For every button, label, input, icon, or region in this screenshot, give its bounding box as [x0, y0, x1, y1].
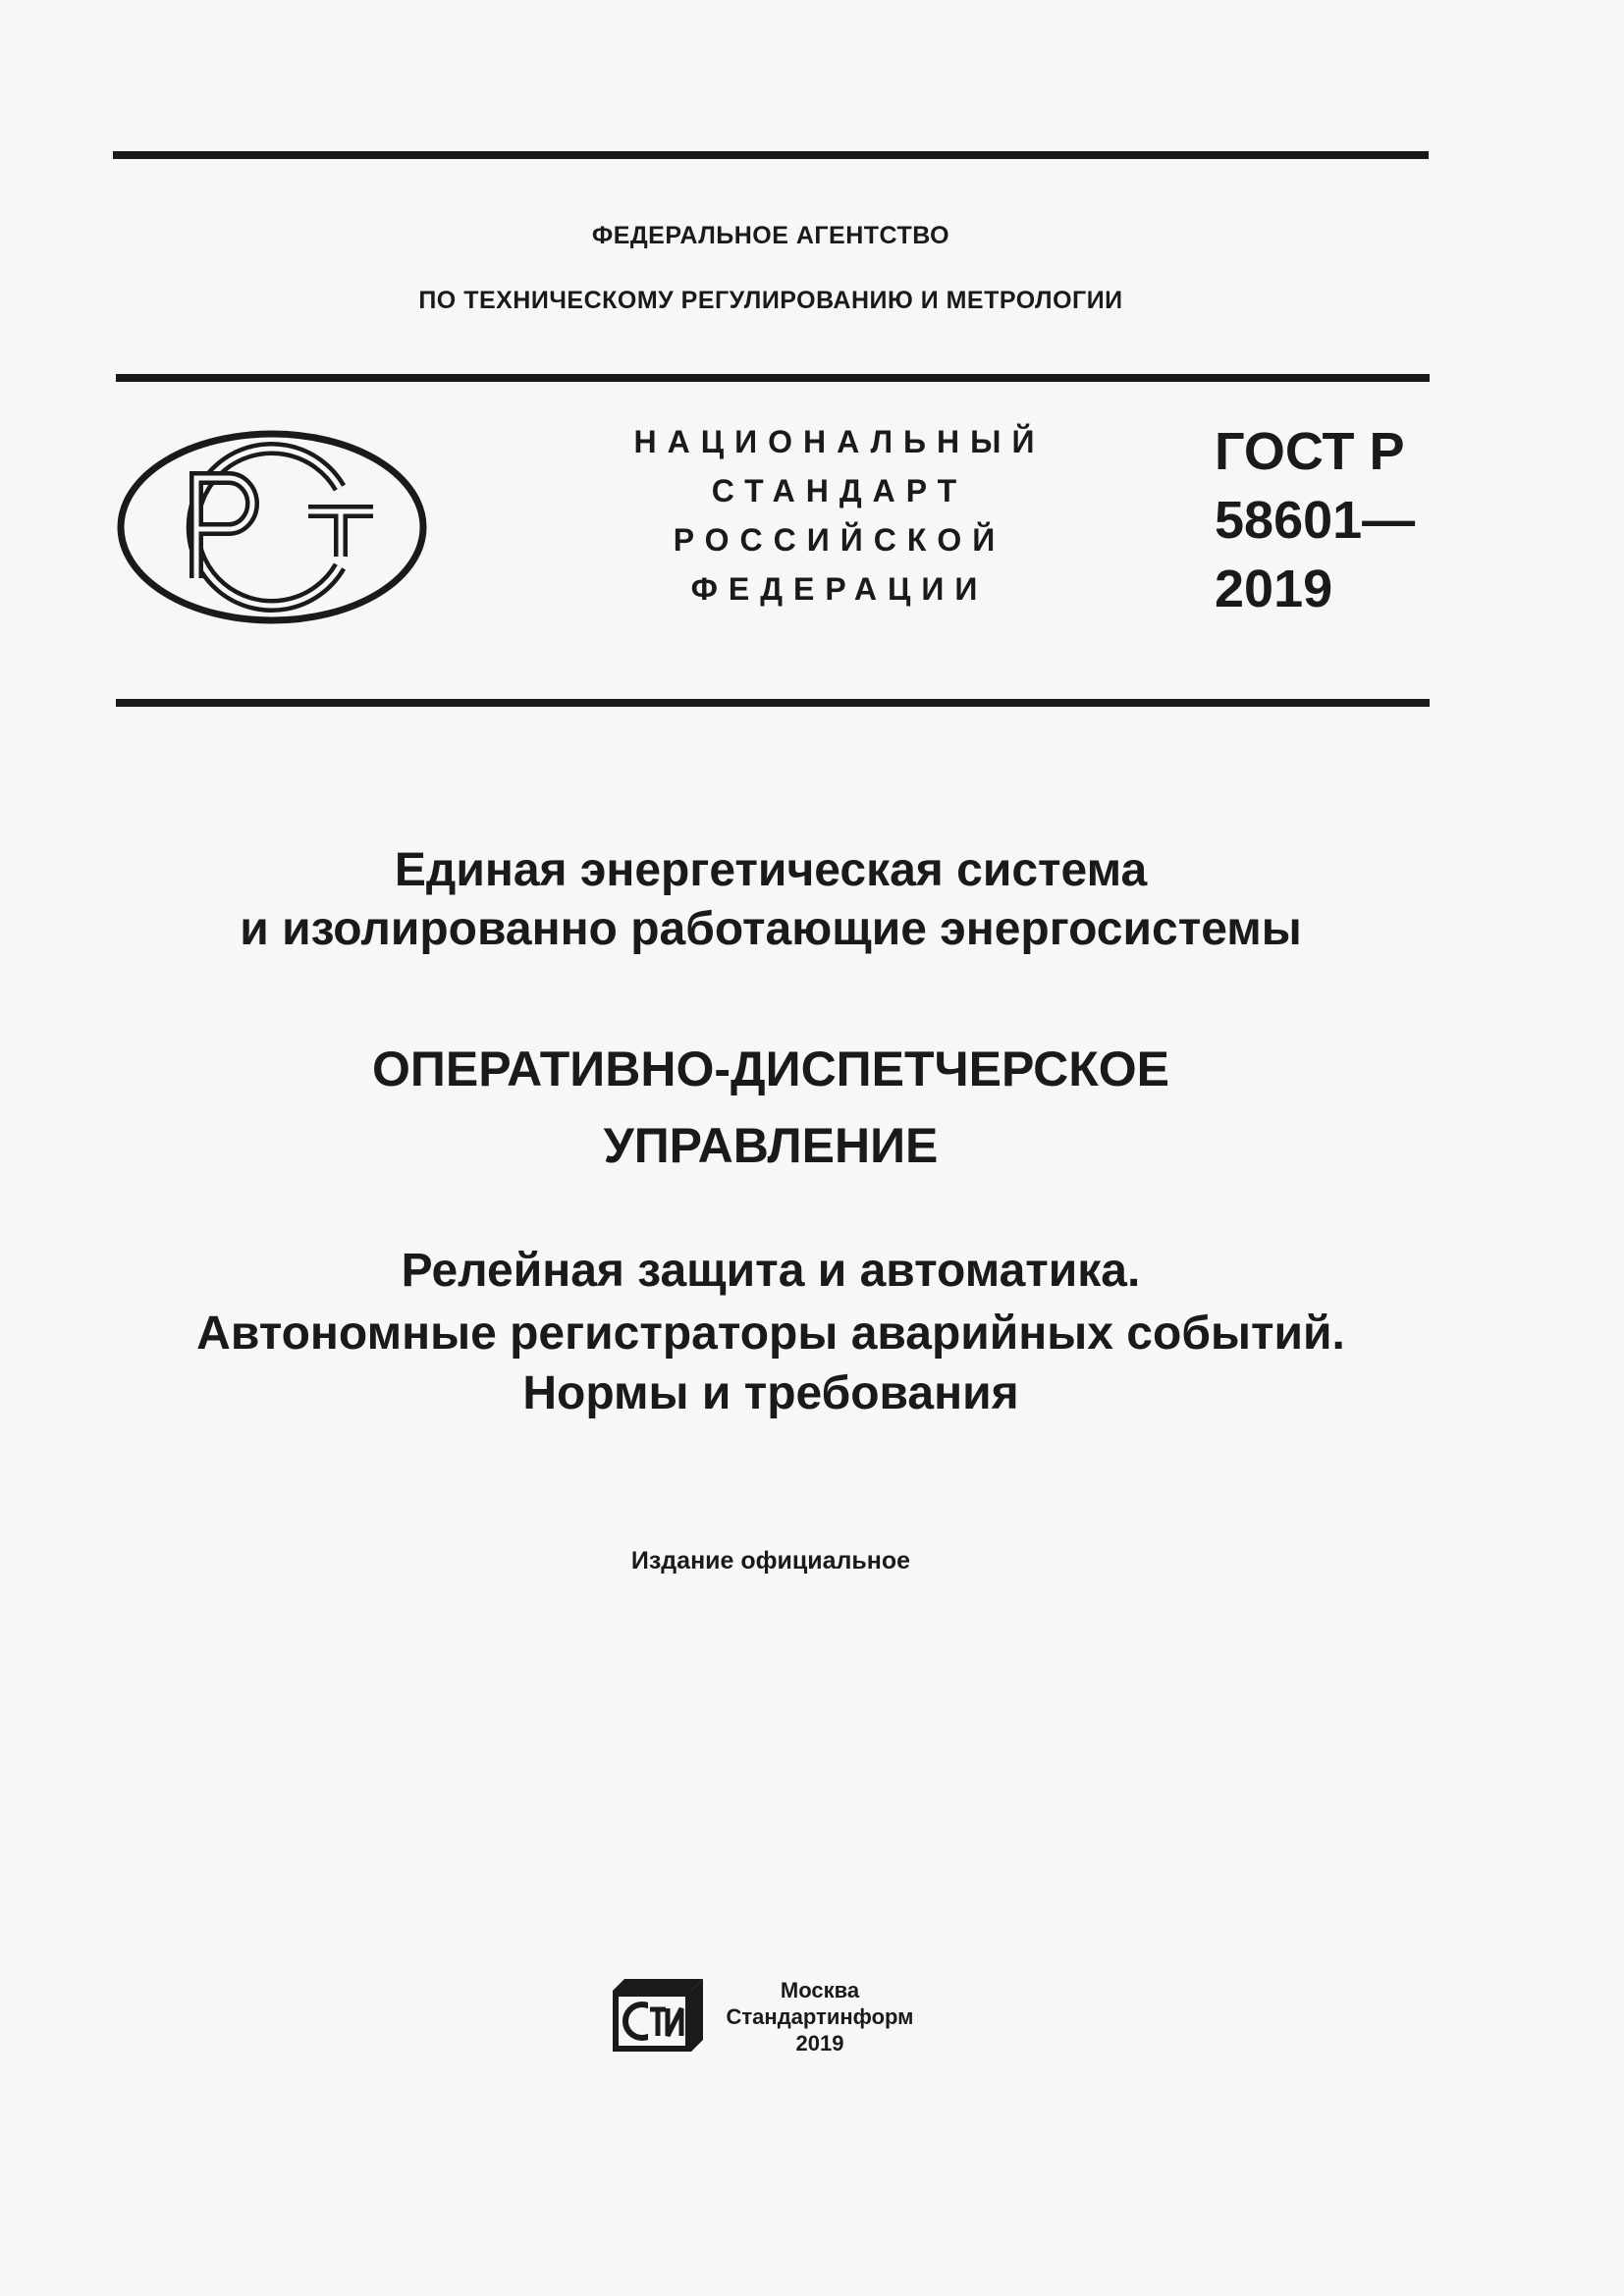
- title-rule: [116, 699, 1430, 707]
- publisher-city: Москва: [780, 1978, 860, 2002]
- general-title-line-1: Единая энергетическая система: [394, 844, 1148, 896]
- designation-line-1: ГОСТ Р: [1215, 422, 1405, 481]
- standard-type-line-2: СТАНДАРТ: [711, 473, 968, 508]
- standard-designation: [1215, 417, 1415, 623]
- publisher-logo: [611, 1977, 705, 2054]
- header-rule: [116, 374, 1430, 382]
- sub-title-line-2: Автономные регистраторы аварийных событий.: [196, 1308, 1345, 1360]
- designation-line-2: 58601—: [1215, 491, 1416, 550]
- agency-line-1: ФЕДЕРАЛЬНОЕ АГЕНТСТВО: [591, 222, 950, 249]
- main-title-line-2: УПРАВЛЕНИЕ: [603, 1118, 939, 1173]
- standard-type-line-3: РОССИЙСКОЙ: [673, 522, 1006, 558]
- rst-logo: [116, 429, 428, 625]
- edition-label: Издание официальное: [630, 1547, 911, 1575]
- sub-title-line-1: Релейная защита и автоматика.: [401, 1245, 1141, 1297]
- sub-title-line-3: Нормы и требования: [522, 1367, 1019, 1419]
- agency-line-2: ПО ТЕХНИЧЕСКОМУ РЕГУЛИРОВАНИЮ И МЕТРОЛОГИИ: [418, 287, 1123, 314]
- standard-type-line-1: НАЦИОНАЛЬНЫЙ: [633, 424, 1046, 459]
- general-title-line-2: и изолированно работающие энергосистемы: [240, 903, 1302, 955]
- publisher-year: 2019: [795, 2031, 844, 2056]
- rst-certification-mark-icon: [116, 429, 428, 625]
- standartinform-logo-icon: [611, 1977, 705, 2054]
- top-rule: [113, 151, 1429, 159]
- publisher-block: [722, 1977, 918, 2056]
- publisher-name: Стандартинформ: [726, 2004, 914, 2029]
- standard-type-line-4: ФЕДЕРАЦИИ: [690, 571, 989, 607]
- designation-line-3: 2019: [1215, 560, 1333, 618]
- main-title-line-1: ОПЕРАТИВНО-ДИСПЕТЧЕРСКОЕ: [372, 1041, 1169, 1096]
